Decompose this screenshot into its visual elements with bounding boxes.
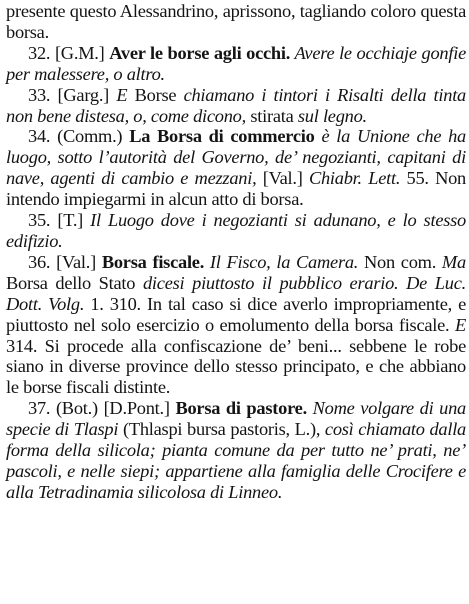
entry-text: [G.M.] [54, 42, 110, 63]
entry-list [6, 1, 466, 503]
entry-number: 32. [28, 42, 55, 63]
entry-definition-italic: dicesi piuttosto il pubblico erario. De Luc. Dott. Volg. [6, 272, 466, 314]
entry-definition-italic: Chiabr. Lett. [308, 168, 401, 189]
entry-number: 33. [28, 84, 58, 105]
entry-definition-italic: E [449, 314, 466, 335]
entry-text: presente questo Alessandrino, aprissono, tagliando coloro questa borsa. [6, 1, 466, 42]
entry-definition-italic: Avere le occhiaje gonfie per malessere, o altro. [6, 42, 466, 84]
entry-text: 314. Si procede alla confiscazione de’ beni... sebbene le robe siano in diverse province dello stesso principato, e che abbiano le borse fiscali distinte. [6, 335, 466, 398]
entry-text: stirata [245, 105, 294, 126]
entry-text: [Val.] [56, 251, 102, 272]
entry-text: [D.Pont.] [103, 398, 176, 419]
entry-text: (Bot.) [55, 398, 104, 419]
entry-definition-italic: Il Fisco, la Camera. [204, 251, 359, 272]
entry-definition-italic: Nome volgare di una specie di Tlaspi [6, 398, 466, 440]
entry-text: (Thlaspi bursa pastoris, L.), [118, 419, 321, 440]
dictionary-entry [6, 85, 466, 127]
entry-text: Borse [134, 84, 177, 105]
dictionary-entry [6, 252, 466, 398]
entry-headword: La Borsa di commercio [129, 126, 315, 147]
entry-definition-italic: è la Unione che ha luogo, sotto l’autorità del Governo, de’ negozianti, capitani di nave, agenti di cambio e mezzani, [6, 126, 467, 189]
entry-definition-italic: E [116, 84, 135, 105]
entry-definition-italic: così chiamato dalla forma della silicola; pianta comune da per tutto ne’ prati, ne’ pascoli, e nelle siepi; appartiene alla famiglia delle Crocifere e alla Tetradinamia silicolosa di Linneo. [6, 419, 467, 502]
entry-text: [Garg.] [57, 84, 117, 105]
entry-text: 1. 310. In tal caso si dice averlo impropriamente, e piuttosto nel solo esercizio o emolumento della borsa fiscale. [6, 293, 466, 335]
dictionary-entry [6, 210, 466, 252]
dictionary-entry [6, 126, 466, 210]
entry-definition-italic: chiamano i tintori i Risalti della tinta non bene distesa, o, come dicono, [6, 84, 467, 126]
dictionary-entry [6, 398, 466, 503]
entry-headword: Borsa fiscale. [101, 251, 205, 272]
entry-number: 36. [28, 251, 57, 272]
dictionary-entry [6, 43, 466, 85]
entry-number: 34. [28, 126, 58, 147]
entry-text: Non com. [358, 251, 437, 272]
entry-headword: Aver le borse agli occhi. [109, 42, 291, 63]
entry-definition-italic: Ma [436, 251, 466, 272]
entry-continuation [6, 1, 466, 43]
entry-text: [T.] [57, 210, 91, 231]
entry-definition-italic: sul legno. [293, 105, 367, 126]
entry-number: 35. [28, 210, 58, 231]
entry-text: (Comm.) [57, 126, 130, 147]
entry-definition-italic: Il Luogo dove i negozianti si adunano, e lo stesso edifizio. [6, 210, 466, 251]
entry-text: 55. Non intendo impiegarmi in alcun atto di borsa. [6, 168, 466, 210]
entry-headword: Borsa di pastore. [175, 398, 307, 419]
entry-text: [Val.] [256, 168, 309, 189]
entry-number: 37. [28, 398, 56, 419]
entry-text: Borsa dello Stato [6, 272, 136, 293]
